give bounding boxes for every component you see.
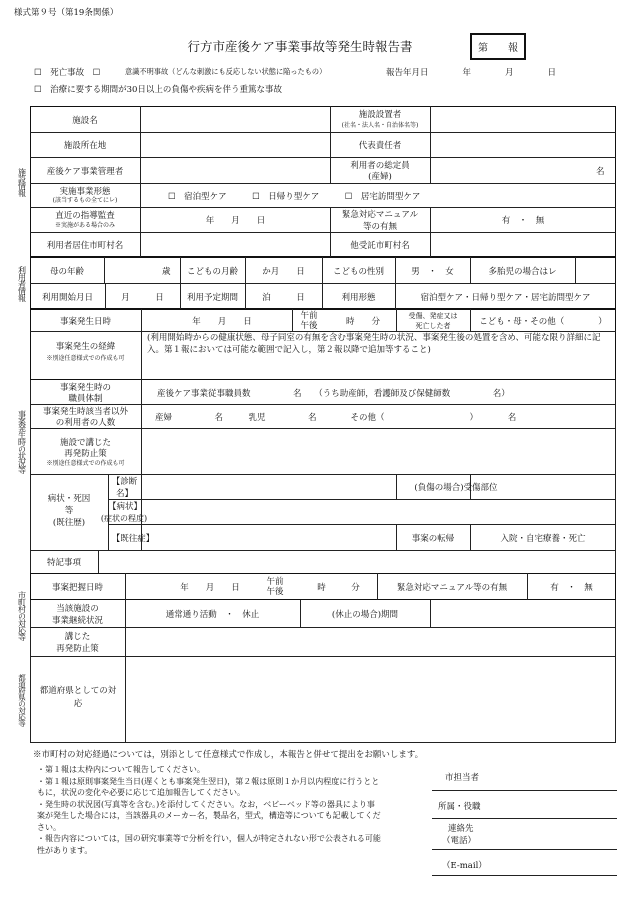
resident-city-label: 利用者居住市町村名 — [46, 241, 124, 251]
founder-field[interactable] — [431, 107, 615, 132]
audit-date[interactable]: 年 月 日 — [205, 216, 266, 226]
founder-note: (社名・法人名・自治体名等) — [341, 121, 419, 129]
manager-label: 産後ケア事業管理者 — [46, 166, 124, 177]
users-total-unit: 名 — [596, 166, 605, 177]
continue-label: 当該施設の — [56, 603, 99, 614]
facility-name-field[interactable] — [141, 107, 330, 132]
service-form-label: 実施事業形態 — [59, 186, 111, 197]
course-label: 事案発生の経緯 — [55, 342, 116, 352]
others-label-2: の利用者の人数 — [55, 418, 116, 428]
side-label-facility: 施設情報 — [17, 168, 27, 196]
side-label-user: 利用者情報 — [17, 265, 27, 301]
grasp-time[interactable]: 時 分 — [317, 583, 360, 593]
note-1: ・第１報は太枠内について報告してください。 — [37, 765, 205, 774]
usage-type-options[interactable]: 宿泊型ケア・日帰り型ケア・居宅訪問型ケア — [420, 292, 591, 303]
note-4: ・報告内容については，国の研究事業等で分析を行い，個人が特定されない形で公表される可能性があります。 — [37, 834, 381, 855]
measures-field[interactable] — [126, 628, 614, 656]
symptom-label: 【病状】 — [108, 502, 143, 512]
course-note: ※別途任意様式での作成も可 — [46, 354, 125, 362]
page-title: 行方市産後ケア事業事故等発生時報告書 — [187, 39, 413, 54]
side-label-municipal: 市町村の対応等 — [17, 590, 27, 640]
manual-yes-no[interactable]: 有 ・ 無 — [501, 216, 545, 226]
others-text[interactable]: 産婦 名 乳児 名 その他（ ） 名 — [155, 412, 517, 423]
resident-city-field[interactable] — [141, 233, 330, 257]
grasp-date[interactable]: 年 月 日 — [180, 583, 240, 593]
form-number: 様式第９号（第19条関係） — [14, 8, 119, 18]
dept-label: 所属・役職 — [438, 802, 481, 812]
checkbox-serious-injury[interactable]: ☐ 治療に要する期間が30日以上の負傷や疾病を伴う重篤な事故 — [34, 85, 282, 95]
injury-site-label: (負傷の場合)受傷部位 — [414, 483, 498, 493]
outcome-options[interactable]: 入院・自宅療養・死亡 — [500, 533, 586, 544]
diagnosis-label: 【診断名】 — [111, 477, 138, 499]
report-number-box[interactable]: 第 報 — [470, 33, 526, 60]
staff-text[interactable]: 産後ケア事業従事職員数 名 （うち助産師，看護師及び保健師数 名） — [157, 388, 510, 399]
audit-label: 直近の指導監査 — [55, 210, 115, 221]
footer-notes — [37, 764, 382, 856]
audit-note: ※実施がある場合のみ — [54, 221, 115, 229]
service-form-options[interactable]: ☐ 宿泊型ケア ☐ 日帰り型ケア ☐ 居宅訪問型ケア — [168, 191, 421, 202]
representative-label: 代表責任者 — [358, 141, 402, 151]
facility-name-label: 施設名 — [72, 115, 98, 126]
suspend-period-field[interactable] — [431, 601, 614, 627]
occur-datetime-label: 事案発生日時 — [59, 316, 111, 327]
cause-label-3: (既往歴) — [52, 518, 86, 528]
city-staff-label: 市担当者 — [445, 773, 480, 783]
planned-period-value[interactable]: 泊 日 — [262, 292, 305, 303]
victim-label-2: 死亡した者 — [415, 321, 451, 330]
multiple-birth-label: 多胎児の場合はレ — [488, 266, 557, 277]
users-total-note: (産婦) — [368, 172, 392, 182]
report-date[interactable]: 報告年月日 年 月 日 — [386, 68, 557, 78]
prefecture-response-label: 都道府県としての対応 — [39, 686, 117, 709]
history-label: 【既往症】 — [111, 533, 155, 544]
multiple-birth-check[interactable] — [576, 258, 615, 283]
founder-label: 施設設置者 — [358, 110, 402, 120]
diagnosis-field[interactable] — [142, 475, 395, 499]
cause-label-2: 等 — [64, 506, 74, 516]
representative-field[interactable] — [431, 133, 615, 157]
child-months-label: こどもの月齢 — [186, 266, 238, 277]
planned-period-label: 利用予定期間 — [186, 292, 238, 303]
start-date-value[interactable]: 月 日 — [121, 292, 164, 303]
other-city-label: 他受託市町村名 — [350, 241, 410, 251]
note-2: ・第１報は原則事案発生当日(遅くとも事案発生翌日)，第２報は原則１か月以内程度に行うとともに，状況の変化や必要に応じて追加報告してください。 — [37, 776, 380, 797]
child-sex-options[interactable]: 男 ・ 女 — [411, 266, 454, 277]
users-total-label: 利用者の総定員 — [350, 160, 410, 171]
victim-label: 受傷、発症又は — [408, 311, 458, 320]
prefecture-response-field[interactable] — [126, 657, 614, 741]
special-notes-label: 特記事項 — [46, 558, 81, 568]
suspend-period-label: (休止の場合)期間 — [331, 610, 399, 620]
side-label-prefecture: 都道府県の対応等 — [17, 673, 27, 726]
prevent-label: 施設で講じた — [59, 438, 111, 448]
manual-exists-label: 緊急対応マニュアル等の有無 — [396, 583, 508, 593]
outcome-label: 事案の転帰 — [411, 533, 455, 544]
side-label-incident: 事案発生時の状況等 — [17, 409, 27, 473]
contact-label: 連絡先 — [448, 824, 474, 834]
checkbox-death[interactable]: ☐ 死亡事故 ☐ — [34, 68, 101, 78]
usage-type-label: 利用形態 — [341, 292, 376, 303]
symptom-field[interactable] — [149, 500, 614, 524]
symptom-label-2: (症状の程度) — [100, 513, 148, 523]
prevent-field[interactable] — [142, 429, 614, 473]
continue-options[interactable]: 通常通り活動 ・ 休止 — [165, 610, 260, 620]
continue-label-2: 事業継続状況 — [51, 615, 103, 626]
cause-label: 病状・死因 — [47, 494, 91, 504]
address-label: 施設所在地 — [63, 141, 107, 151]
occur-am-pm[interactable]: 午前 午後 — [300, 310, 318, 331]
manual-label: 緊急対応マニュアル — [341, 210, 419, 220]
phone-label: （電話） — [442, 836, 477, 846]
other-city-field[interactable] — [431, 233, 615, 257]
address-field[interactable] — [141, 133, 330, 157]
manual-label-2: 等の有無 — [362, 222, 397, 232]
checkbox-unconscious-label: 意識不明事故（どんな刺激にも反応しない状態に陥ったもの） — [125, 67, 327, 76]
email-label: （E-mail） — [442, 861, 487, 871]
start-date-label: 利用開始月日 — [41, 292, 93, 303]
occur-time[interactable]: 時 分 — [345, 316, 380, 327]
measures-label: 講じた — [64, 631, 91, 642]
grasp-am-pm[interactable]: 午前 午後 — [266, 577, 284, 597]
victim-options[interactable]: こども・母・その他（ ） — [479, 316, 607, 327]
service-form-note: (該当するもの全てにレ) — [52, 197, 118, 205]
manual-exists-options[interactable]: 有 ・ 無 — [550, 583, 593, 593]
child-months-value[interactable]: か月 日 — [262, 266, 305, 277]
footer-main-note: ※市町村の対応経過については，別添として任意様式で作成し，本報告と併せて提出をお願いします。 — [33, 750, 424, 760]
occur-date[interactable]: 年 月 日 — [192, 316, 252, 327]
grasp-datetime-label: 事案把握日時 — [51, 583, 103, 593]
injury-site-field[interactable] — [517, 475, 614, 499]
measures-label-2: 再発防止策 — [56, 643, 99, 654]
mother-age-unit[interactable]: 歳 — [162, 266, 171, 277]
prevent-label-2: 再発防止策 — [64, 449, 107, 459]
prevent-note: ※別途任意様式での作成も可 — [46, 460, 125, 468]
staff-label: 事案発生時の — [59, 383, 111, 393]
others-label: 事案発生時該当者以外 — [42, 407, 128, 417]
child-sex-label: こどもの性別 — [332, 266, 384, 277]
staff-label-2: 職員体制 — [68, 394, 103, 404]
course-instruction[interactable]: (利用開始時からの健康状態、母子同室の有無を含む事案発生時の状況、事案発生後の処置を含め、可能な限り詳細に記入。第１報においては可能な範囲で記入し，第２報以降で追加等すること) — [147, 333, 601, 355]
mother-age-label: 母の年齢 — [49, 266, 84, 277]
special-notes-field[interactable] — [99, 551, 614, 573]
manager-field[interactable] — [141, 158, 330, 183]
history-field[interactable] — [159, 525, 395, 550]
note-3: ・発生時の状況図(写真等を含む。)を添付してください。なお，ベビーベッド等の器具により事案が発生した場合には，当該器具のメーカー名，製品名，型式，構造等についても記載してください。 — [37, 799, 381, 832]
